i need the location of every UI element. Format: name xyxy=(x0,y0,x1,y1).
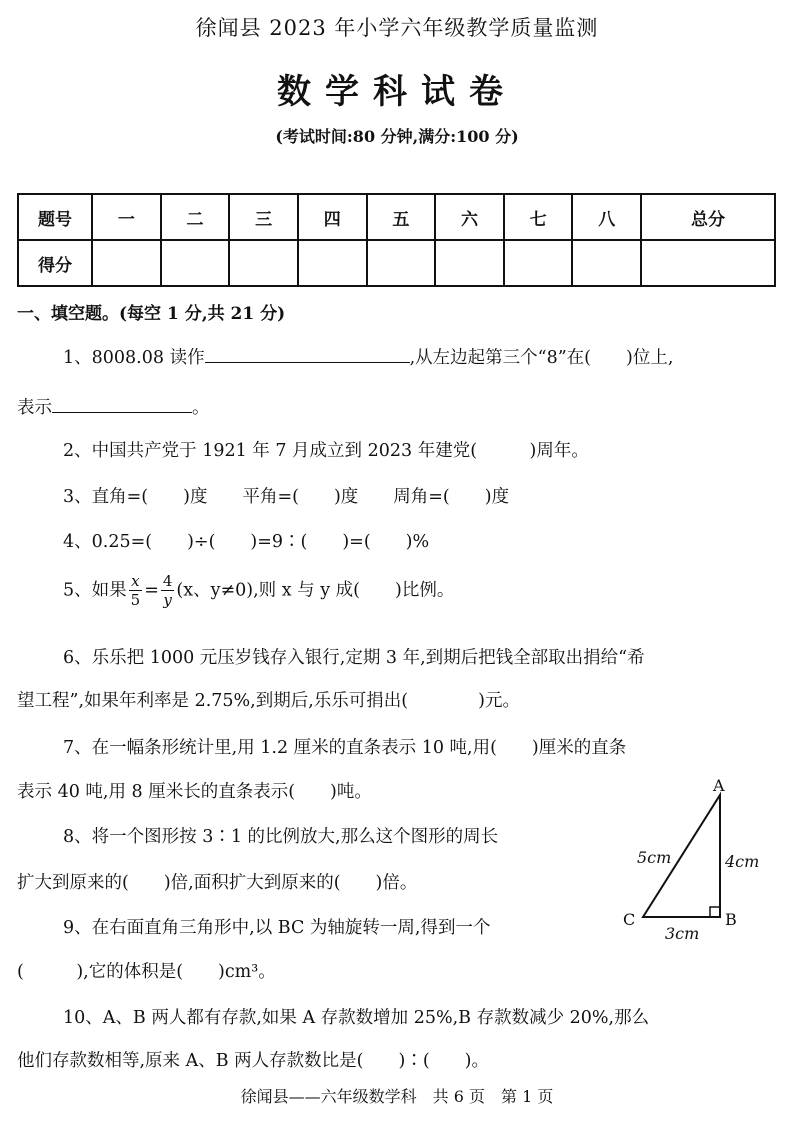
question-number-row xyxy=(18,194,775,240)
score-cell[interactable] xyxy=(641,240,775,286)
score-cell[interactable] xyxy=(367,240,436,286)
question-6-cont: 望工程”,如果年利率是 2.75%,到期后,乐乐可捐出( )元。 xyxy=(17,691,520,711)
question-8: 8、将一个图形按 3∶1 的比例放大,那么这个图形的周长 xyxy=(63,827,499,847)
question-9: 9、在右面直角三角形中,以 BC 为轴旋转一周,得到一个 xyxy=(63,918,491,938)
score-cell[interactable] xyxy=(572,240,641,286)
answer-blank[interactable] xyxy=(52,394,192,413)
question-1: 1、8008.08 读作 ,从左边起第三个“8”在( )位上, xyxy=(17,344,777,369)
exam-info: (考试时间:80 分钟,满分:100 分) xyxy=(275,127,519,146)
question-3: 3、直角=( )度 平角=( )度 周角=( )度 xyxy=(63,487,510,507)
right-angle-mark xyxy=(710,907,720,917)
score-cell[interactable] xyxy=(504,240,573,286)
question-5: 5、如果 $\frac{x}{5}$ = $\frac{4}{y}$ (x、y≠0),则 x 与 y 成( )比例。 xyxy=(63,572,455,609)
question-7-cont: 表示 40 吨,用 8 厘米长的直条表示( )吨。 xyxy=(17,782,372,802)
vertex-label-a: A xyxy=(713,776,725,795)
exam-title: 徐闻县 2023 年小学六年级教学质量监测 xyxy=(195,16,599,40)
question-10-cont: 他们存款数相等,原来 A、B 两人存款数比是( )∶( )。 xyxy=(17,1051,489,1071)
row-label: 题号 xyxy=(18,194,92,240)
question-10: 10、A、B 两人都有存款,如果 A 存款数增加 25%,B 存款数减少 20%,那么 xyxy=(63,1008,650,1028)
row-label: 得分 xyxy=(18,240,92,286)
column-header: 三 xyxy=(229,194,298,240)
column-header: 四 xyxy=(298,194,367,240)
column-header: 八 xyxy=(572,194,641,240)
column-header: 总分 xyxy=(641,194,775,240)
score-table xyxy=(17,193,776,287)
column-header: 七 xyxy=(504,194,573,240)
right-triangle-figure xyxy=(615,775,775,945)
vertex-label-c: C xyxy=(623,910,636,929)
answer-blank[interactable] xyxy=(205,344,410,363)
column-header: 一 xyxy=(92,194,161,240)
fraction-x-over-5: $\frac{x}{5}$ xyxy=(130,572,141,609)
question-6: 6、乐乐把 1000 元压岁钱存入银行,定期 3 年,到期后把钱全部取出捐给“希 xyxy=(63,648,645,668)
side-label-vertical: 4cm xyxy=(725,852,760,871)
subject-title: 数学科试卷 xyxy=(277,72,517,112)
column-header: 五 xyxy=(367,194,436,240)
side-label-hypotenuse: 5cm xyxy=(637,848,672,867)
vertex-label-b: B xyxy=(725,910,737,929)
question-1-cont: 表示 。 xyxy=(17,394,777,419)
question-8-cont: 扩大到原来的( )倍,面积扩大到原来的( )倍。 xyxy=(17,873,418,893)
column-header: 六 xyxy=(435,194,504,240)
score-cell[interactable] xyxy=(229,240,298,286)
column-header: 二 xyxy=(161,194,230,240)
question-2: 2、中国共产党于 1921 年 7 月成立到 2023 年建党( )周年。 xyxy=(63,441,589,461)
page-footer: 徐闻县——六年级数学科 共 6 页 第 1 页 xyxy=(240,1087,554,1106)
question-7: 7、在一幅条形统计里,用 1.2 厘米的直条表示 10 吨,用( )厘米的直条 xyxy=(63,738,627,758)
score-cell[interactable] xyxy=(92,240,161,286)
question-9-cont: ( ),它的体积是( )cm³。 xyxy=(17,962,276,982)
score-row xyxy=(18,240,775,286)
score-cell[interactable] xyxy=(298,240,367,286)
fraction-4-over-y: $\frac{4}{y}$ xyxy=(162,572,173,609)
side-label-base: 3cm xyxy=(665,924,700,943)
score-cell[interactable] xyxy=(161,240,230,286)
question-4: 4、0.25=( )÷( )=9∶( )=( )% xyxy=(63,532,430,552)
score-cell[interactable] xyxy=(435,240,504,286)
section-title: 一、填空题。(每空 1 分,共 21 分) xyxy=(17,304,286,324)
